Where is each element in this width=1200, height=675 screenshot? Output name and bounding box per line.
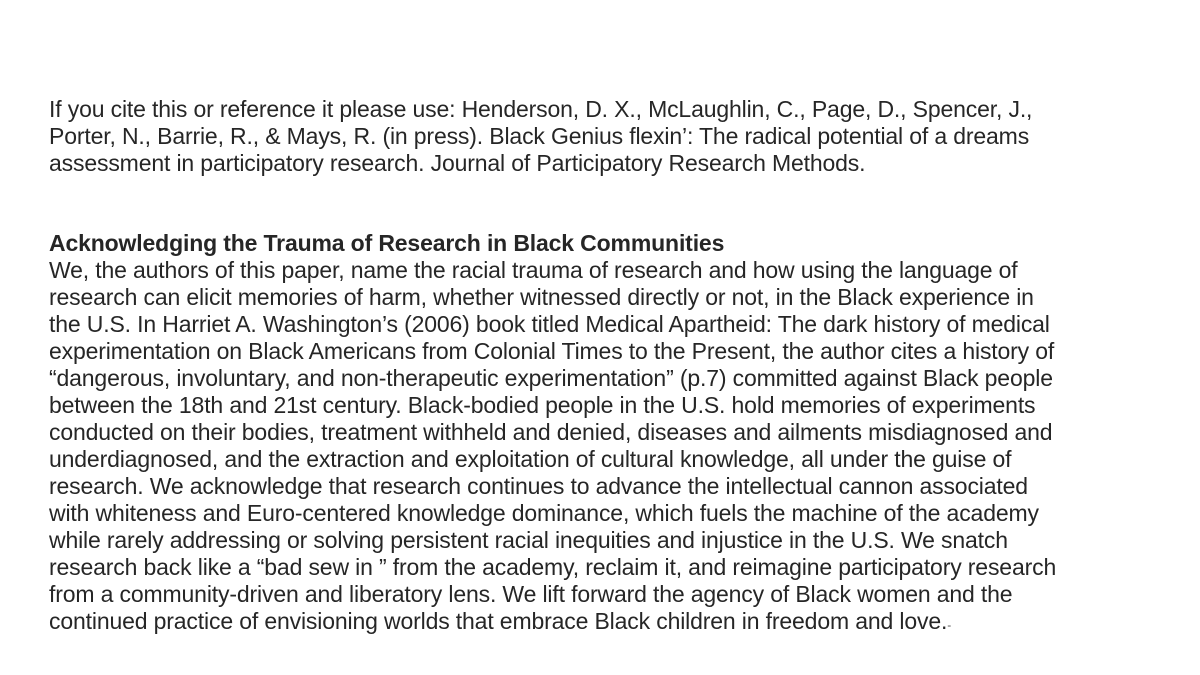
- section-heading: Acknowledging the Trauma of Research in Black Communities: [49, 230, 725, 256]
- citation-line: If you cite this or reference it please use: Henderson, D. X., McLaughlin, C., Page, D., Spencer, J.,: [49, 96, 1033, 122]
- slide-content: [49, 96, 1174, 639]
- body-line: between the 18th and 21st century. Black-bodied people in the U.S. hold memories of experiments: [49, 392, 1036, 418]
- body-line: research can elicit memories of harm, whether witnessed directly or not, in the Black experience in: [49, 284, 1034, 310]
- body-paragraph: [49, 257, 1174, 639]
- body-line: from a community-driven and liberatory lens. We lift forward the agency of Black women and the: [49, 581, 1013, 607]
- citation-line: assessment in participatory research. Journal of Participatory Research Methods.: [49, 150, 866, 176]
- body-line-last: [49, 608, 1174, 639]
- citation-paragraph: [49, 96, 1174, 177]
- body-line: experimentation on Black Americans from Colonial Times to the Present, the author cites a history of: [49, 338, 1055, 364]
- body-line: research back like a “bad sew in ” from the academy, reclaim it, and reimagine participatory research: [49, 554, 1057, 580]
- body-line: We, the authors of this paper, name the racial trauma of research and how using the language of: [49, 257, 1018, 283]
- body-line: underdiagnosed, and the extraction and exploitation of cultural knowledge, all under the guise of: [49, 446, 1012, 472]
- body-line: conducted on their bodies, treatment withheld and denied, diseases and ailments misdiagnosed and: [49, 419, 1053, 445]
- body-line: research. We acknowledge that research continues to advance the intellectual cannon associated: [49, 473, 1028, 499]
- trailing-mark: -: [947, 618, 952, 632]
- body-line: the U.S. In Harriet A. Washington’s (2006) book titled Medical Apartheid: The dark history of medical: [49, 311, 1050, 337]
- body-line-text: continued practice of envisioning worlds that embrace Black children in freedom and love.: [49, 608, 948, 634]
- body-line: “dangerous, involuntary, and non-therapeutic experimentation” (p.7) committed against Black people: [49, 365, 1053, 391]
- body-line: with whiteness and Euro-centered knowledge dominance, which fuels the machine of the academy: [49, 500, 1039, 526]
- citation-line: Porter, N., Barrie, R., & Mays, R. (in press). Black Genius flexin’: The radical potential of a dreams: [49, 123, 1030, 149]
- body-line: while rarely addressing or solving persistent racial inequities and injustice in the U.S. We snatch: [49, 527, 1008, 553]
